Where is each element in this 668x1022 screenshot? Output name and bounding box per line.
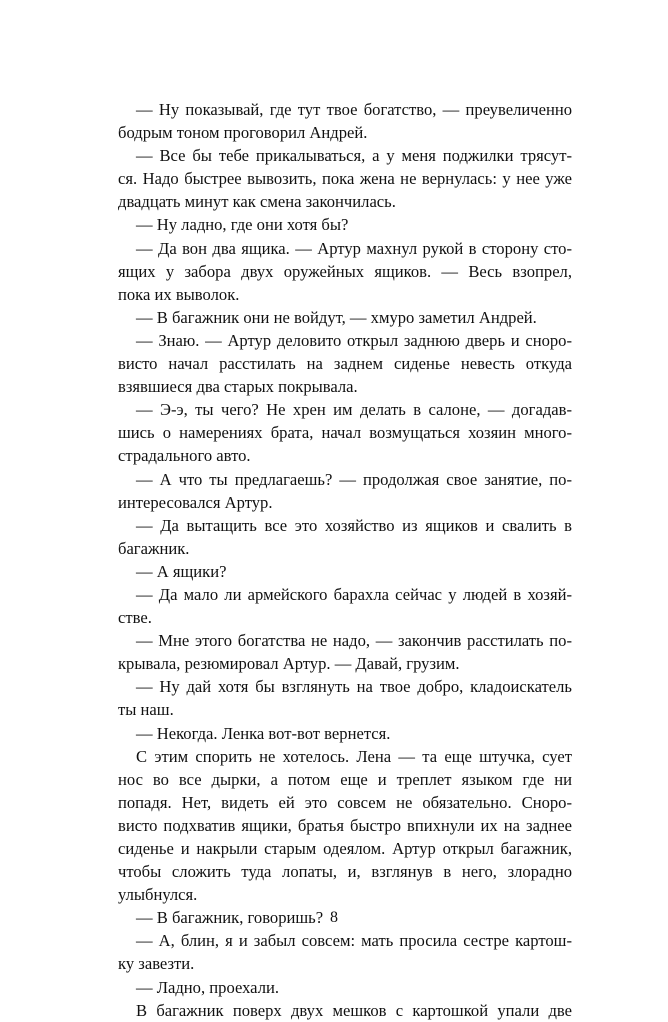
text-line: взявшиеся два старых покрывала.	[118, 377, 358, 397]
text-line: — Ну показывай, где тут твое богатство, — преувеличенно	[136, 100, 572, 119]
text-line: — В багажник они не войдут, — хмуро заметил Андрей.	[136, 307, 537, 327]
text-line: — А ящики?	[136, 561, 227, 581]
text-line: висто подхватив ящики, братья быстро впихнули их на заднее	[118, 815, 572, 835]
text-line: — Ну ладно, где они хотя бы?	[136, 215, 349, 235]
text-line: — Ладно, проехали.	[136, 977, 279, 997]
body-text	[118, 98, 572, 1022]
text-line: — А, блин, я и забыл совсем: мать просила сестре картош-	[136, 931, 572, 951]
text-line: стве.	[118, 608, 152, 628]
text-line: — Некогда. Ленка вот-вот вернется.	[136, 723, 391, 743]
text-line: ку завезти.	[118, 954, 195, 974]
text-line: — Все бы тебе прикалываться, а у меня поджилки трясут-	[136, 146, 572, 166]
text-line: ты наш.	[118, 700, 174, 720]
text-line: чтобы сложить туда лопаты, и, взглянув в него, злорадно	[118, 862, 572, 882]
text-line: пока их выволок.	[118, 284, 240, 304]
text-line: — Да вытащить все это хозяйство из ящиков и свалить в	[136, 515, 572, 535]
text-line: попадя. Нет, видеть ей это совсем не обязательно. Сноро-	[118, 792, 572, 812]
text-line: сиденье и накрыли старым одеялом. Артур открыл багажник,	[118, 839, 572, 858]
text-line: висто начал расстилать на заднем сиденье невесть откуда	[118, 354, 572, 374]
text-line: — Да вон два ящика. — Артур махнул рукой в сторону сто-	[136, 238, 572, 258]
text-line: С этим спорить не хотелось. Лена — та еще штучка, сует	[136, 746, 572, 766]
text-line: багажник.	[118, 538, 190, 558]
text-line: — Э-э, ты чего? Не хрен им делать в салоне, — догадав-	[136, 400, 572, 420]
text-line: интересовался Артур.	[118, 492, 273, 512]
text-line: шись о намерениях брата, начал возмущаться хозяин много-	[118, 423, 572, 443]
text-line: — Ну дай хотя бы взглянуть на твое добро, кладоискатель	[136, 677, 572, 697]
text-line: страдального авто.	[118, 446, 251, 466]
text-line: — А что ты предлагаешь? — продолжая свое занятие, по-	[136, 469, 572, 489]
text-line: ящих у забора двух оружейных ящиков. — Весь взопрел,	[118, 261, 572, 281]
text-line: — Мне этого богатства не надо, — закончив расстилать по-	[136, 631, 572, 651]
text-line: В багажник поверх двух мешков с картошкой упали две	[136, 1000, 572, 1020]
text-line: — В багажник, говоришь?	[136, 908, 324, 928]
text-line: двадцать минут как смена закончилась.	[118, 192, 396, 212]
text-line: — Да мало ли армейского барахла сейчас у людей в хозяй-	[136, 584, 572, 604]
page-number: 8	[330, 909, 338, 926]
text-line: улыбнулся.	[118, 885, 198, 905]
text-line: бодрым тоном проговорил Андрей.	[118, 123, 368, 143]
text-line: ся. Надо быстрее вывозить, пока жена не вернулась: у нее уже	[118, 169, 572, 189]
text-line: — Знаю. — Артур деловито открыл заднюю дверь и снoро-	[136, 330, 572, 350]
text-line: крывала, резюмировал Артур. — Давай, грузим.	[118, 654, 460, 674]
text-line: нос во все дырки, а потом еще и треплет языком где ни	[118, 769, 572, 789]
